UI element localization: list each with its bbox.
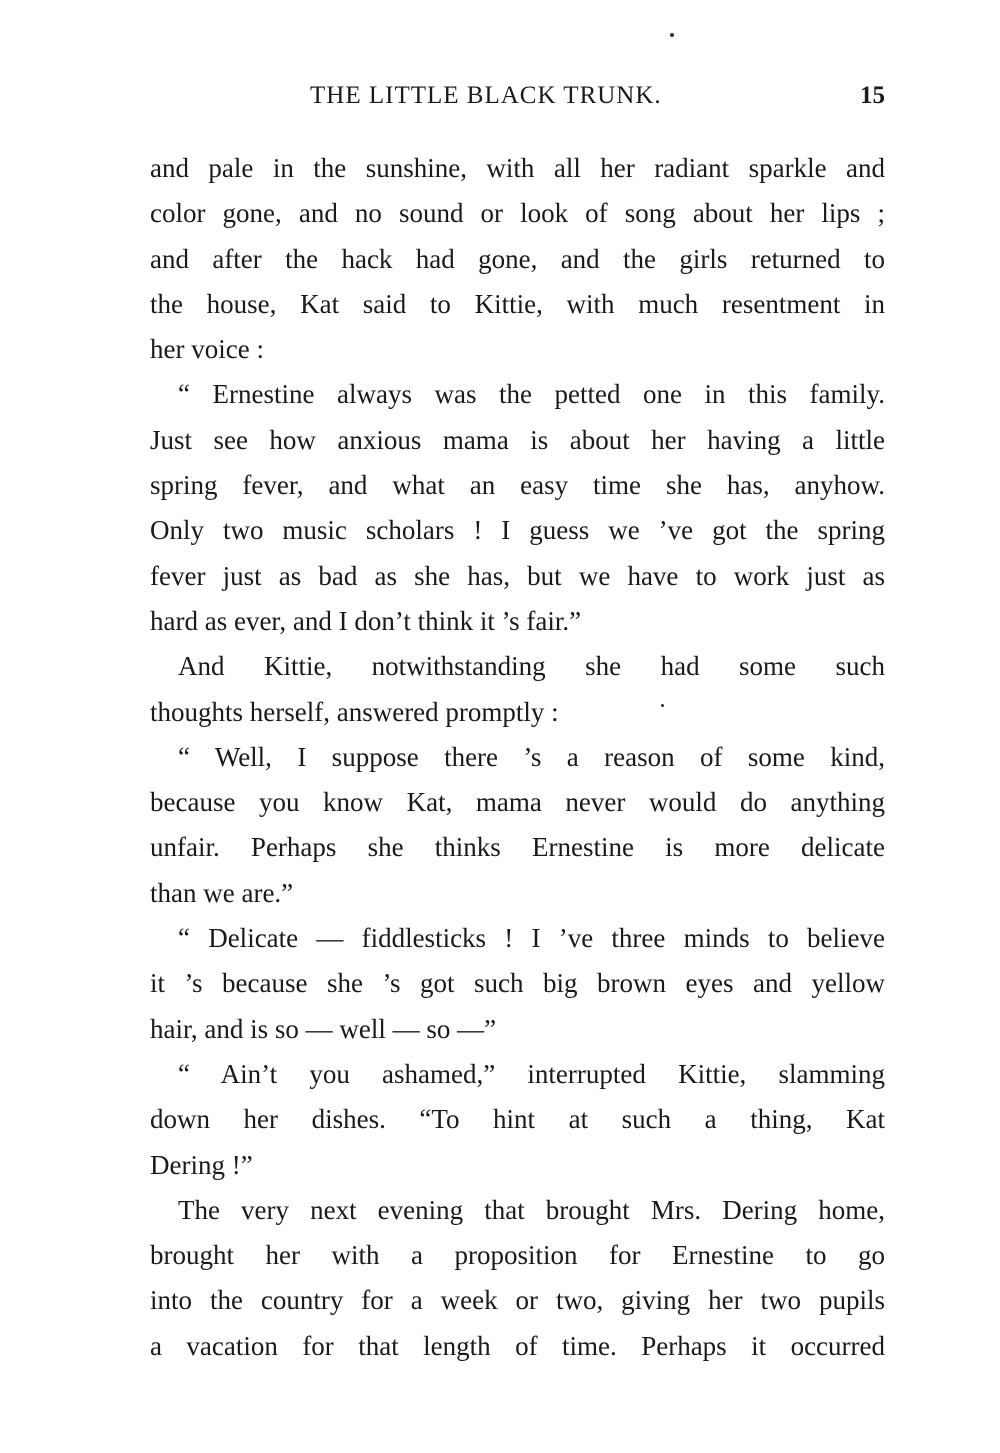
text-line: And Kittie, notwithstanding she had some such: [178, 651, 885, 682]
text-line: the house, Kat said to Kittie, with much resentment in: [150, 288, 885, 319]
text-line: hard as ever, and I don’t think it ’s fair.”: [150, 605, 582, 636]
running-title: THE LITTLE BLACK TRUNK.: [310, 82, 662, 109]
text-line: hair, and is so — well — so —”: [150, 1013, 497, 1044]
text-line: unfair. Perhaps she thinks Ernestine is more delicate: [150, 832, 885, 863]
text-line: and pale in the sunshine, with all her radiant sparkle and: [150, 153, 885, 183]
text-line: than we are.”: [150, 877, 294, 908]
text-line: “ Ernestine always was the petted one in this family.: [178, 379, 885, 410]
ink-speck: [670, 33, 674, 37]
text-line: The very next evening that brought Mrs. Dering home,: [178, 1194, 885, 1225]
text-line: “ Ain’t you ashamed,” interrupted Kittie, slamming: [178, 1058, 885, 1089]
text-line: Just see how anxious mama is about her having a little: [150, 424, 885, 455]
page-number: 15: [860, 82, 885, 109]
text-line: and after the hack had gone, and the girls returned to: [150, 243, 885, 274]
text-line: “ Delicate — fiddlesticks ! I ’ve three minds to believe: [178, 923, 885, 954]
text-line: a vacation for that length of time. Perhaps it occurred: [150, 1330, 885, 1361]
running-header: [150, 82, 885, 118]
body-text: [150, 146, 885, 1369]
text-line: because you know Kat, mama never would do anything: [150, 787, 885, 818]
text-line: “ Well, I suppose there ’s a reason of some kind,: [178, 741, 885, 772]
text-line: Dering !”: [150, 1149, 253, 1180]
text-line: color gone, and no sound or look of song about her lips ;: [150, 198, 885, 229]
text-line: it ’s because she ’s got such big brown eyes and yellow: [150, 968, 885, 999]
text-line: into the country for a week or two, giving her two pupils: [150, 1285, 885, 1316]
text-line: fever just as bad as she has, but we have to work just as: [150, 560, 885, 591]
text-line: down her dishes. “To hint at such a thing, Kat: [150, 1104, 885, 1135]
text-line: her voice :: [150, 334, 264, 365]
text-line: spring fever, and what an easy time she has, anyhow.: [150, 470, 885, 501]
text-line: thoughts herself, answered promptly :: [150, 696, 559, 727]
text-line: Only two music scholars ! I guess we ’ve got the spring: [150, 515, 885, 546]
text-line: brought her with a proposition for Ernestine to go: [150, 1240, 885, 1271]
